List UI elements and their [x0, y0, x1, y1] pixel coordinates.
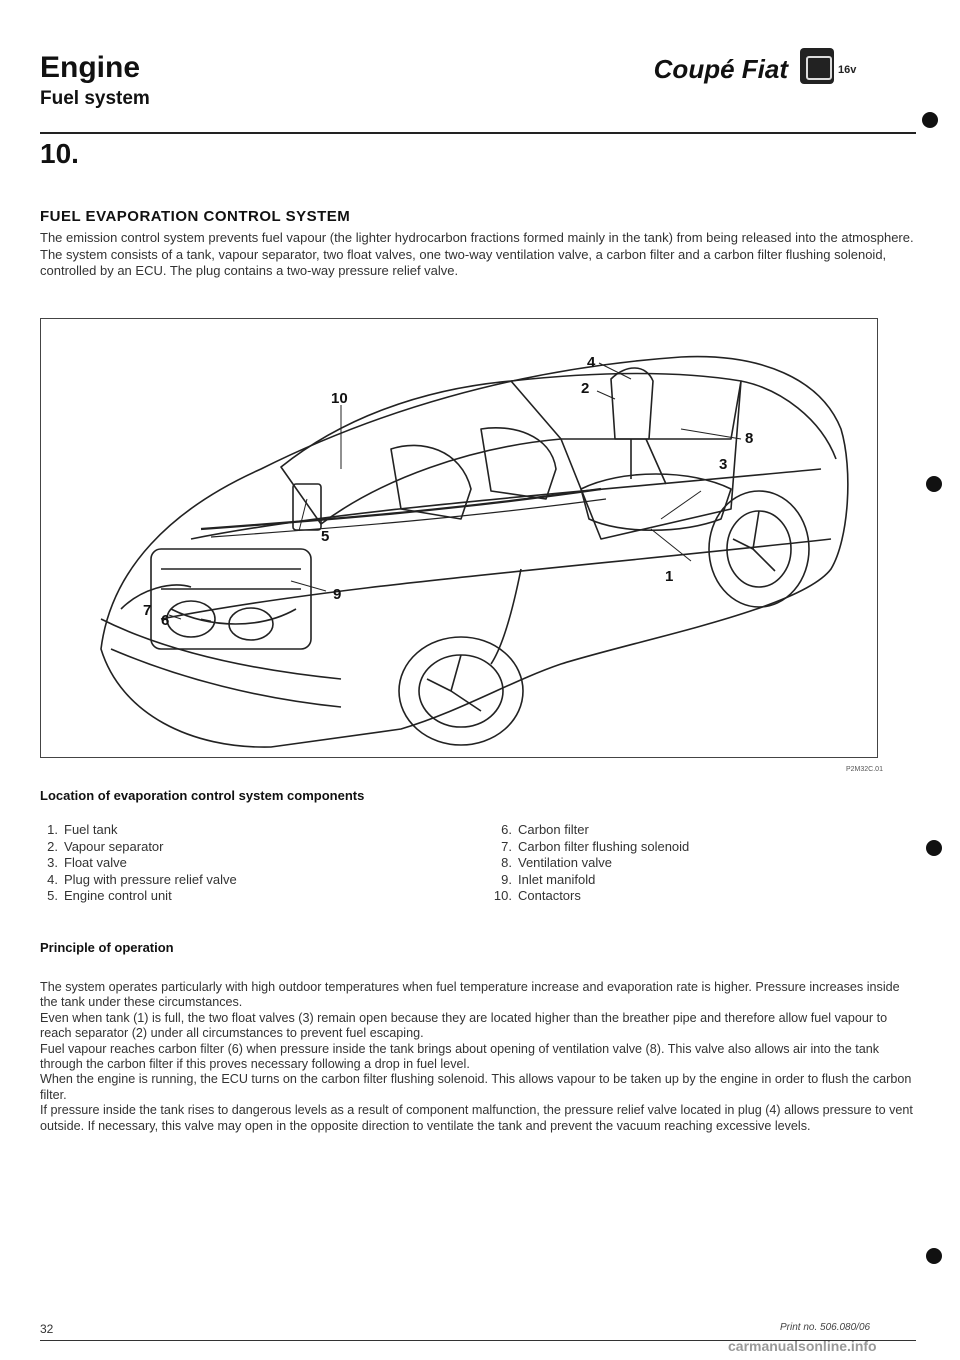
callout-8: 8	[745, 430, 754, 447]
body-paragraph: The system operates particularly with high outdoor temperatures when fuel temperature increase and evaporation rate is higher. Pressure increases inside the tank under these circumstances.	[40, 980, 900, 1010]
body-paragraph: Even when tank (1) is full, the two float valves (3) remain open because they are located higher than the breather pipe and therefore allow fuel vapour to reach separator (2) under all circumstances to prevent fuel escaping.	[40, 1010, 888, 1041]
body-paragraph: When the engine is running, the ECU turns on the carbon filter flushing solenoid. This allows vapour to be taken up by the engine in order to flush the carbon filter.	[40, 1072, 912, 1102]
section-title: FUEL EVAPORATION CONTROL SYSTEM	[40, 208, 351, 225]
subchapter-title: Fuel system	[40, 88, 150, 109]
legend-item: 3. Float valve	[47, 855, 127, 871]
binder-hole-icon	[926, 840, 942, 856]
callout-9: 9	[333, 586, 342, 603]
legend-item: 10. Contactors	[493, 888, 581, 904]
page-header	[40, 52, 150, 110]
legend-left	[40, 822, 420, 905]
callout-5: 5	[321, 528, 330, 545]
legend-item: 6. Carbon filter	[501, 822, 589, 837]
body-paragraph: Fuel vapour reaches carbon filter (6) when pressure inside the tank brings about opening of ventilation valve (8). This valve also allows air into the tank through the carbon filter if this proves necessary following a drop in fuel level.	[40, 1041, 880, 1072]
figure-caption: Location of evaporation control system components	[40, 788, 365, 803]
legend-item: 4. Plug with pressure relief valve	[47, 871, 237, 887]
callout-10: 10	[331, 390, 348, 407]
binder-hole-icon	[926, 476, 942, 492]
legend-item: 2. Vapour separator	[47, 838, 164, 854]
body-paragraph: If pressure inside the tank rises to dangerous levels as a result of component malfunction, the pressure relief valve located in plug (4) allows pressure to vent outside. If necessary, this valve may open in the opposite direction to ventilate the tank and prevent the vacuum reaching excessive levels.	[40, 1103, 913, 1133]
callout-7: 7	[143, 602, 152, 619]
callout-6: 6	[161, 612, 170, 629]
car-cutaway-figure	[40, 318, 878, 758]
page-number: 32	[40, 1322, 54, 1336]
section-number: 10.	[40, 138, 79, 169]
header-rule	[40, 132, 916, 134]
chapter-title: Engine	[40, 51, 141, 84]
watermark: carmanualsonline.info	[728, 1338, 877, 1354]
legend-item: 8. Ventilation valve	[501, 855, 612, 871]
print-number: Print no. 506.080/06	[780, 1322, 871, 1333]
figure-code: P2M32C.01	[846, 766, 883, 773]
legend-item: 9. Inlet manifold	[501, 871, 596, 887]
binder-hole-icon	[926, 1248, 942, 1264]
principle-heading: Principle of operation	[40, 940, 174, 955]
fiat-badge-icon	[800, 48, 834, 84]
intro-paragraph: The emission control system prevents fuel vapour (the lighter hydrocarbon fractions formed mainly in the tank) from being released into the atmosphere. The system consists of a tank, vapour separator, two float valves, one two-way ventilation valve, a carbon filter and a carbon filter flushing solenoid, controlled by an ECU. The plug contains a two-way pressure relief valve.	[40, 230, 914, 278]
badge-suffix: 16v	[838, 64, 857, 76]
callout-1: 1	[665, 568, 674, 585]
callout-2: 2	[581, 380, 590, 397]
legend-item: 1. Fuel tank	[47, 822, 118, 837]
callout-3: 3	[719, 456, 728, 473]
binder-hole-icon	[922, 112, 938, 128]
car-cutaway-illustration	[41, 319, 877, 757]
principle-body	[40, 980, 916, 1134]
legend-right	[490, 822, 870, 905]
brand-title: Coupé Fiat	[653, 54, 788, 84]
callout-4: 4	[587, 354, 596, 371]
legend-item: 5. Engine control unit	[47, 888, 172, 904]
legend-item: 7. Carbon filter flushing solenoid	[501, 838, 690, 854]
